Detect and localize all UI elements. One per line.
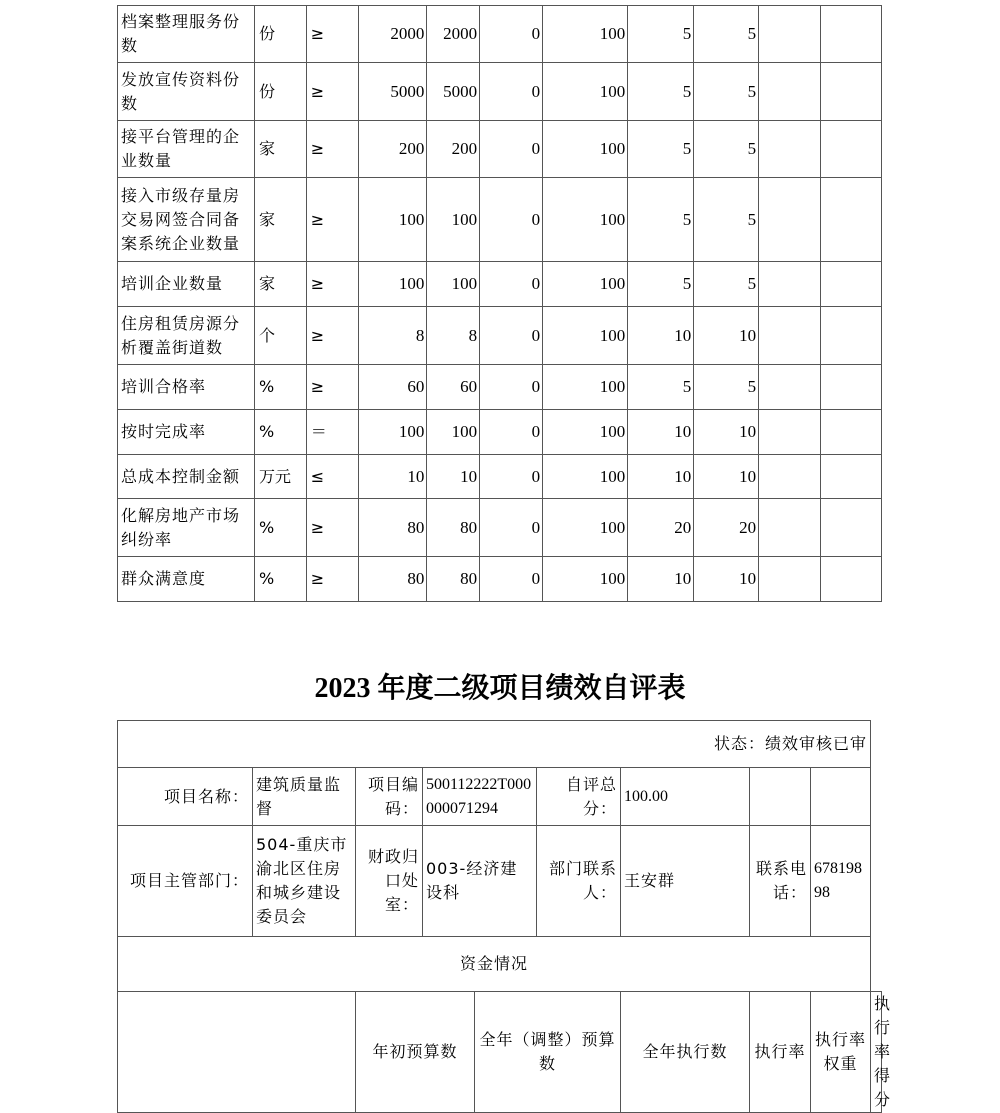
indicator-name: 总成本控制金额 <box>118 455 255 499</box>
indicator-rate: 100 <box>543 307 628 365</box>
status-text: 状态：绩效审核已审 <box>118 721 871 768</box>
indicator-target: 100 <box>359 178 427 262</box>
empty-cell <box>759 557 821 602</box>
finance-value: 003-经济建设科 <box>423 826 537 937</box>
empty-cell <box>759 455 821 499</box>
table-row <box>118 63 882 121</box>
indicator-score: 5 <box>694 178 759 262</box>
indicator-score: 20 <box>694 499 759 557</box>
score-label: 自评总分： <box>537 768 621 826</box>
indicator-deviation: 0 <box>480 121 543 178</box>
indicator-operator: ≥ <box>306 6 359 63</box>
indicator-score: 10 <box>694 307 759 365</box>
indicator-target: 80 <box>359 557 427 602</box>
indicator-name: 接入市级存量房交易网签合同备案系统企业数量 <box>118 178 255 262</box>
indicator-operator: ≥ <box>306 262 359 307</box>
contact-value: 王安群 <box>621 826 750 937</box>
project-code-value: 500112222T000000071294 <box>423 768 537 826</box>
funds-header-exec-rate: 执行率 <box>750 992 811 1113</box>
indicator-deviation: 0 <box>480 410 543 455</box>
indicator-target: 100 <box>359 262 427 307</box>
indicator-operator: ≥ <box>306 307 359 365</box>
indicator-actual: 5000 <box>427 63 480 121</box>
indicator-unit: 个 <box>254 307 306 365</box>
indicator-operator: ＝ <box>306 410 359 455</box>
empty-cell <box>821 499 882 557</box>
table-row <box>118 455 882 499</box>
indicator-operator: ≥ <box>306 499 359 557</box>
indicator-name: 档案整理服务份数 <box>118 6 255 63</box>
indicator-actual: 200 <box>427 121 480 178</box>
phone-label: 联系电话： <box>750 826 811 937</box>
indicator-weight: 5 <box>628 63 694 121</box>
indicator-operator: ≥ <box>306 557 359 602</box>
indicator-deviation: 0 <box>480 557 543 602</box>
empty-cell <box>821 178 882 262</box>
indicator-actual: 100 <box>427 262 480 307</box>
empty-cell <box>759 499 821 557</box>
evaluation-table <box>117 720 892 1113</box>
indicator-score: 5 <box>694 262 759 307</box>
empty-cell <box>759 262 821 307</box>
indicator-name: 培训企业数量 <box>118 262 255 307</box>
empty-cell <box>759 365 821 410</box>
indicator-target: 200 <box>359 121 427 178</box>
empty-cell <box>759 121 821 178</box>
dept-label: 项目主管部门： <box>118 826 253 937</box>
indicator-rate: 100 <box>543 178 628 262</box>
indicator-operator: ≥ <box>306 63 359 121</box>
indicator-target: 8 <box>359 307 427 365</box>
project-name-label: 项目名称： <box>118 768 253 826</box>
indicator-target: 100 <box>359 410 427 455</box>
empty-cell <box>759 178 821 262</box>
indicator-score: 10 <box>694 455 759 499</box>
empty-cell <box>821 262 882 307</box>
indicator-weight: 10 <box>628 557 694 602</box>
indicator-rate: 100 <box>543 262 628 307</box>
indicator-rate: 100 <box>543 365 628 410</box>
indicator-rate: 100 <box>543 63 628 121</box>
indicator-score: 10 <box>694 557 759 602</box>
indicator-deviation: 0 <box>480 455 543 499</box>
indicator-target: 2000 <box>359 6 427 63</box>
indicator-unit: 份 <box>254 6 306 63</box>
indicator-target: 60 <box>359 365 427 410</box>
indicator-rate: 100 <box>543 557 628 602</box>
funds-section-title: 资金情况 <box>118 937 871 992</box>
indicator-unit: % <box>254 410 306 455</box>
indicator-actual: 2000 <box>427 6 480 63</box>
indicator-unit: 家 <box>254 178 306 262</box>
empty-cell <box>759 410 821 455</box>
indicator-actual: 60 <box>427 365 480 410</box>
indicator-deviation: 0 <box>480 63 543 121</box>
contact-label: 部门联系人： <box>537 826 621 937</box>
empty-cell <box>750 768 811 826</box>
page-title: 2023 年度二级项目绩效自评表 <box>314 673 686 704</box>
table-row <box>118 6 882 63</box>
indicator-name: 化解房地产市场纠纷率 <box>118 499 255 557</box>
indicator-actual: 10 <box>427 455 480 499</box>
indicator-actual: 8 <box>427 307 480 365</box>
indicator-unit: 家 <box>254 262 306 307</box>
indicator-unit: % <box>254 365 306 410</box>
empty-cell <box>821 63 882 121</box>
indicator-deviation: 0 <box>480 6 543 63</box>
empty-cell <box>759 63 821 121</box>
indicator-deviation: 0 <box>480 499 543 557</box>
indicator-deviation: 0 <box>480 262 543 307</box>
empty-cell <box>821 455 882 499</box>
indicator-weight: 20 <box>628 499 694 557</box>
indicator-name: 接平台管理的企业数量 <box>118 121 255 178</box>
indicator-deviation: 0 <box>480 365 543 410</box>
empty-cell <box>821 557 882 602</box>
empty-cell <box>821 307 882 365</box>
table-row <box>118 365 882 410</box>
table-row <box>118 499 882 557</box>
empty-cell <box>118 992 356 1113</box>
funds-header-executed: 全年执行数 <box>621 992 750 1113</box>
indicator-actual: 80 <box>427 557 480 602</box>
indicator-score: 5 <box>694 6 759 63</box>
indicator-name: 按时完成率 <box>118 410 255 455</box>
indicator-operator: ≥ <box>306 365 359 410</box>
indicator-target: 10 <box>359 455 427 499</box>
indicator-name: 住房租赁房源分析覆盖街道数 <box>118 307 255 365</box>
indicator-weight: 10 <box>628 410 694 455</box>
indicator-table <box>117 5 882 602</box>
indicator-name: 培训合格率 <box>118 365 255 410</box>
dept-value: 504-重庆市渝北区住房和城乡建设委员会 <box>253 826 356 937</box>
indicator-unit: 万元 <box>254 455 306 499</box>
funds-header-rate-score: 执行率得分 <box>871 992 882 1113</box>
indicator-weight: 5 <box>628 178 694 262</box>
empty-cell <box>821 365 882 410</box>
indicator-weight: 10 <box>628 455 694 499</box>
empty-cell <box>759 307 821 365</box>
indicator-name: 群众满意度 <box>118 557 255 602</box>
indicator-rate: 100 <box>543 121 628 178</box>
empty-cell <box>821 410 882 455</box>
indicator-weight: 10 <box>628 307 694 365</box>
indicator-target: 80 <box>359 499 427 557</box>
indicator-name: 发放宣传资料份数 <box>118 63 255 121</box>
table-row <box>118 557 882 602</box>
indicator-score: 5 <box>694 121 759 178</box>
indicator-actual: 100 <box>427 410 480 455</box>
indicator-target: 5000 <box>359 63 427 121</box>
indicator-deviation: 0 <box>480 178 543 262</box>
empty-cell <box>811 768 871 826</box>
indicator-rate: 100 <box>543 455 628 499</box>
indicator-actual: 80 <box>427 499 480 557</box>
table-row <box>118 121 882 178</box>
indicator-rate: 100 <box>543 499 628 557</box>
indicator-actual: 100 <box>427 178 480 262</box>
empty-cell <box>821 121 882 178</box>
indicator-unit: % <box>254 557 306 602</box>
indicator-operator: ≥ <box>306 121 359 178</box>
indicator-unit: 份 <box>254 63 306 121</box>
table-row <box>118 307 882 365</box>
indicator-deviation: 0 <box>480 307 543 365</box>
indicator-score: 10 <box>694 410 759 455</box>
indicator-weight: 5 <box>628 121 694 178</box>
indicator-operator: ≥ <box>306 178 359 262</box>
funds-header-initial-budget: 年初预算数 <box>356 992 475 1113</box>
indicator-operator: ≤ <box>306 455 359 499</box>
indicator-weight: 5 <box>628 6 694 63</box>
funds-header-adjusted-budget: 全年（调整）预算数 <box>475 992 621 1113</box>
indicator-unit: % <box>254 499 306 557</box>
indicator-rate: 100 <box>543 410 628 455</box>
phone-value: 67819898 <box>811 826 871 937</box>
finance-label: 财政归口处室： <box>356 826 423 937</box>
indicator-weight: 5 <box>628 365 694 410</box>
indicator-score: 5 <box>694 365 759 410</box>
empty-cell <box>821 6 882 63</box>
score-value: 100.00 <box>621 768 750 826</box>
funds-header-rate-weight: 执行率权重 <box>811 992 871 1113</box>
table-row <box>118 178 882 262</box>
project-name-value: 建筑质量监督 <box>253 768 356 826</box>
indicator-weight: 5 <box>628 262 694 307</box>
project-code-label: 项目编码： <box>356 768 423 826</box>
indicator-rate: 100 <box>543 6 628 63</box>
indicator-score: 5 <box>694 63 759 121</box>
empty-cell <box>759 6 821 63</box>
table-row <box>118 410 882 455</box>
indicator-unit: 家 <box>254 121 306 178</box>
table-row <box>118 262 882 307</box>
